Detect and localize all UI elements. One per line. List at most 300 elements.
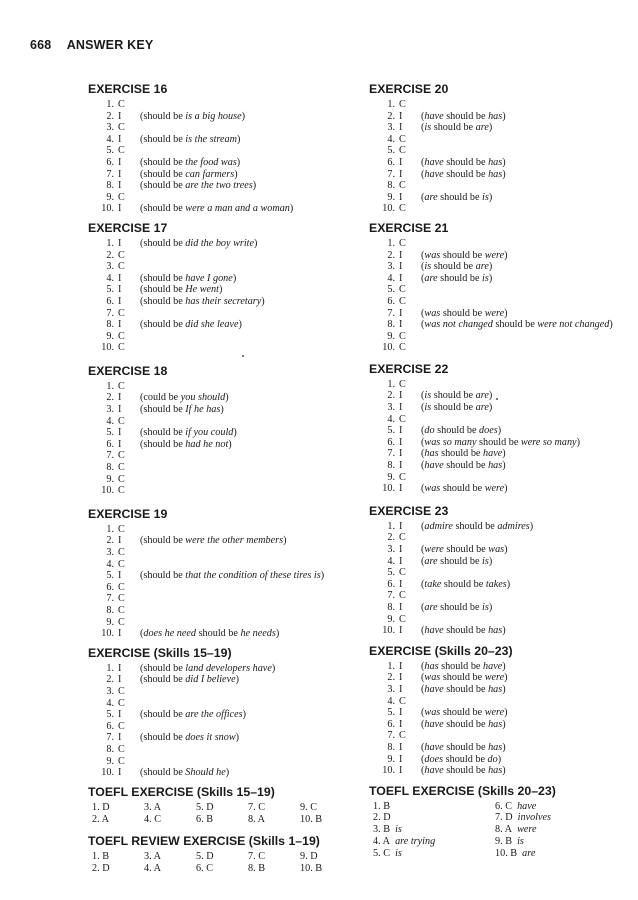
note-italic: were (484, 672, 505, 684)
item-number: 2. (387, 532, 395, 544)
answer-row (369, 742, 621, 754)
item-answer: C (399, 378, 406, 390)
item-number: 3. (106, 685, 114, 697)
note-text: ( (421, 555, 425, 567)
note-text: ( (421, 707, 425, 719)
correction-note (421, 425, 501, 437)
item-answer: C (118, 685, 125, 697)
note-text: should be (443, 683, 489, 695)
item-answer: C (118, 249, 125, 261)
correction-note (421, 111, 506, 123)
answer-row (88, 767, 350, 779)
note-italic: have (424, 718, 444, 730)
answer-cell (373, 812, 495, 824)
item-answer: C (118, 473, 125, 485)
answer-cell: 5. D (196, 801, 214, 813)
item-number: 8. (387, 460, 395, 472)
note-italic: does (424, 753, 444, 765)
correction-note (140, 111, 245, 123)
exercise-section (88, 364, 350, 497)
correction-note (421, 765, 506, 777)
item-answer: C (399, 342, 406, 354)
page-running-title: ANSWER KEY (66, 38, 154, 52)
answer-row (88, 559, 350, 571)
note-text: ) (234, 168, 238, 180)
answer-row (88, 284, 350, 296)
note-text: should be (452, 520, 498, 532)
answer-row (369, 169, 621, 181)
exercise-title: EXERCISE 22 (369, 361, 449, 376)
answer-row (88, 145, 350, 157)
exercise-title: TOEFL REVIEW EXERCISE (Skills 1–19) (88, 833, 320, 848)
item-number: 6. (387, 156, 395, 168)
item-answer: C (399, 695, 406, 707)
answer-number: 8. A (495, 824, 512, 836)
correction-note (421, 625, 506, 637)
answer-cell: 10. B (300, 813, 323, 825)
item-answer: I (399, 707, 403, 719)
item-answer: I (118, 662, 122, 674)
note-italic: are (475, 402, 489, 414)
answer-row (369, 122, 621, 134)
item-number: 2. (106, 535, 114, 547)
item-number: 4. (106, 415, 114, 427)
toefl-exercise-15-19 (88, 785, 350, 826)
scan-speck (242, 355, 244, 357)
answer-row (88, 474, 350, 486)
note-text: should be (443, 156, 489, 168)
note-italic: He went (185, 284, 219, 296)
correction-note (421, 157, 506, 169)
item-number: 2. (106, 249, 114, 261)
answer-cell (495, 812, 615, 824)
answer-cell: 3. A (144, 801, 161, 813)
item-number: 10. (382, 203, 395, 215)
item-answer: I (399, 520, 403, 532)
note-italic: was (488, 544, 505, 555)
note-text: should be (443, 718, 489, 730)
note-text: ( (421, 249, 425, 261)
answer-row (88, 732, 350, 744)
item-answer: C (118, 581, 125, 593)
note-text: ) (504, 707, 508, 719)
answer-row (88, 111, 350, 123)
item-answer: I (399, 765, 403, 777)
correction-note (140, 427, 237, 439)
note-text: ) (488, 402, 493, 414)
note-text: ) (502, 110, 506, 122)
note-text: (should be (140, 156, 186, 168)
answer-row (88, 169, 350, 181)
note-text: should be (440, 707, 485, 719)
note-text: (should be (140, 427, 186, 439)
note-text: ( (421, 660, 425, 672)
item-number: 5. (387, 707, 395, 719)
item-answer: I (118, 237, 122, 249)
item-number: 4. (387, 555, 395, 567)
item-number: 4. (387, 695, 395, 707)
note-text: should be (443, 544, 489, 555)
exercise-section (369, 221, 621, 354)
note-italic: was not changed (424, 319, 493, 331)
item-number: 9. (387, 753, 395, 765)
correction-note (140, 663, 275, 675)
answer-row (369, 414, 621, 426)
item-answer: I (118, 203, 122, 215)
item-number: 6. (106, 720, 114, 732)
answer-row (88, 331, 350, 343)
correction-note (140, 767, 229, 779)
answer-row (369, 460, 621, 472)
note-text: should be (196, 628, 241, 640)
answer-cell: 9. D (300, 850, 318, 862)
answer-row (88, 296, 350, 308)
item-answer: C (118, 450, 125, 462)
answer-cell: 8. B (248, 862, 265, 874)
item-number: 5. (106, 145, 114, 157)
item-answer: C (399, 567, 406, 579)
item-number: 7. (106, 168, 114, 180)
exercise-title: EXERCISE 21 (369, 220, 449, 235)
note-text: ( (421, 261, 425, 273)
note-text: (should be (140, 535, 186, 547)
note-text: ) (254, 237, 258, 249)
answer-word: are (522, 847, 536, 859)
item-answer: I (399, 544, 403, 555)
item-number: 6. (387, 436, 395, 448)
item-answer: C (118, 558, 125, 570)
item-answer: I (399, 261, 403, 273)
answer-row (369, 625, 621, 637)
item-answer: I (118, 272, 122, 284)
answer-number: 5. C (373, 847, 390, 859)
answer-cell: 1. D (92, 801, 110, 813)
note-italic: has (424, 660, 439, 672)
answer-cell (373, 801, 495, 813)
answer-grid (88, 802, 350, 826)
note-text: ) (504, 544, 508, 555)
item-number: 1. (387, 378, 395, 390)
item-number: 8. (106, 743, 114, 755)
answer-cell (495, 836, 615, 848)
item-answer: C (118, 720, 125, 732)
note-italic: is (424, 402, 432, 414)
exercise-title: EXERCISE (Skills 15–19) (88, 645, 232, 660)
answer-cell: 6. C (196, 862, 213, 874)
note-text: ) (261, 295, 265, 307)
note-text: should be (492, 319, 538, 331)
note-italic: has their secretary (185, 295, 262, 307)
answer-row (88, 674, 350, 686)
note-italic: was (424, 307, 441, 319)
item-answer: C (118, 342, 125, 354)
exercise-section (369, 82, 621, 215)
note-italic: was (424, 672, 441, 684)
answer-word: were (517, 824, 537, 836)
note-text: ) (220, 404, 224, 416)
note-text: ( (421, 625, 425, 637)
answer-cell: 4. C (144, 813, 161, 825)
answer-cell: 2. A (92, 813, 109, 825)
note-text: (should be (140, 110, 186, 122)
item-answer: C (399, 295, 406, 307)
correction-note (421, 319, 613, 331)
note-text: should be (443, 753, 488, 765)
answer-row (369, 284, 621, 296)
exercise-section (369, 504, 621, 637)
item-number: 2. (387, 672, 395, 684)
item-number: 7. (387, 448, 395, 460)
correction-note (421, 122, 492, 134)
item-answer: I (399, 156, 403, 168)
item-number: 5. (387, 425, 395, 437)
note-italic: are (424, 601, 438, 613)
toefl-review-exercise (88, 834, 350, 875)
note-italic: is (424, 122, 432, 134)
note-italic: have (424, 156, 444, 168)
answer-row (88, 416, 350, 428)
exercise-section (369, 644, 621, 777)
note-text: ) (497, 753, 502, 765)
note-italic: admires (497, 520, 530, 532)
item-answer: C (118, 547, 125, 558)
item-answer: C (118, 485, 125, 497)
answer-row (88, 180, 350, 192)
item-number: 9. (106, 616, 114, 628)
answer-row (369, 99, 621, 111)
item-answer: C (118, 191, 125, 203)
note-text: ( (421, 436, 425, 448)
note-italic: do (424, 425, 435, 437)
note-text: ) (225, 392, 229, 404)
note-italic: have (424, 625, 444, 637)
item-number: 3. (106, 261, 114, 273)
note-italic: were (424, 544, 444, 555)
note-italic: have (483, 448, 503, 460)
item-answer: C (118, 616, 125, 628)
note-text: ) (488, 555, 493, 567)
note-italic: were (484, 483, 505, 495)
answer-row (369, 590, 621, 602)
answer-row (369, 521, 621, 533)
answer-row (369, 544, 621, 556)
note-text: ) (502, 156, 506, 168)
note-italic: was (424, 707, 441, 719)
exercise-title: EXERCISE 16 (88, 82, 168, 96)
note-italic: Should he (185, 767, 226, 779)
item-number: 2. (387, 110, 395, 122)
item-answer: I (399, 578, 403, 590)
exercise-section (88, 82, 350, 215)
note-text: (should be (140, 319, 186, 331)
answer-row (88, 628, 350, 640)
item-answer: C (118, 380, 125, 392)
answer-cell: 9. C (300, 801, 317, 813)
item-answer: I (399, 402, 403, 414)
note-italic: has (488, 156, 503, 168)
note-italic: was (424, 249, 441, 261)
item-number: 7. (387, 730, 395, 742)
correction-note (421, 556, 492, 568)
note-text: ) (238, 319, 242, 331)
note-text: ) (289, 203, 294, 215)
note-text: ) (497, 425, 502, 437)
item-answer: I (399, 460, 403, 472)
note-text: ( (421, 544, 425, 555)
item-number: 2. (106, 110, 114, 122)
answer-row (369, 145, 621, 157)
note-text: ( (421, 122, 425, 134)
left-exercises (88, 82, 350, 779)
answer-cell: 5. D (196, 850, 214, 862)
item-number: 10. (382, 625, 395, 637)
item-number: 2. (106, 674, 114, 686)
note-text: ) (241, 110, 246, 122)
item-number: 6. (387, 578, 395, 590)
answer-word: is (517, 836, 524, 848)
correction-note (421, 661, 506, 673)
correction-note (421, 402, 492, 414)
item-number: 10. (382, 342, 395, 354)
answer-row (369, 567, 621, 579)
note-text: (should be (140, 438, 186, 450)
right-exercises (369, 82, 621, 777)
item-answer: C (118, 122, 125, 134)
answer-row (88, 261, 350, 273)
answer-row (88, 582, 350, 594)
note-text: ) (502, 718, 506, 730)
item-answer: I (399, 660, 403, 672)
correction-note (140, 535, 286, 547)
note-text: ) (271, 662, 276, 674)
item-answer: I (399, 753, 403, 765)
toefl-exercise-20-23 (369, 784, 621, 860)
note-italic: are the offices (185, 709, 243, 721)
item-answer: I (399, 425, 403, 437)
exercise-title: EXERCISE 18 (88, 363, 168, 378)
note-italic: does he need (143, 628, 197, 640)
note-text: ) (502, 660, 506, 672)
note-italic: is a big house (185, 110, 242, 122)
answer-row (88, 570, 350, 582)
note-italic: has (424, 448, 439, 460)
note-text: ( (421, 741, 425, 753)
note-text: ( (421, 683, 425, 695)
exercise-section (369, 362, 621, 495)
note-text: ) (236, 156, 241, 168)
answer-row (88, 485, 350, 497)
item-number: 1. (106, 237, 114, 249)
answer-row (88, 462, 350, 474)
answer-row (88, 698, 350, 710)
answer-row (88, 721, 350, 733)
note-text: ) (609, 319, 613, 331)
note-text: ( (421, 319, 425, 331)
answer-row (88, 134, 350, 146)
note-text: ) (502, 448, 506, 460)
note-italic: have (424, 765, 444, 777)
answer-row (369, 379, 621, 391)
note-text: ) (529, 520, 534, 532)
answer-grid (369, 801, 621, 860)
item-answer: I (118, 156, 122, 168)
note-italic: you should (180, 392, 226, 404)
note-italic: do (487, 753, 498, 765)
note-text: should be (443, 110, 489, 122)
right-column (369, 82, 621, 860)
correction-note (140, 709, 246, 721)
item-number: 3. (106, 404, 114, 416)
item-answer: I (399, 741, 403, 753)
note-text: ) (320, 570, 325, 582)
item-answer: I (399, 483, 403, 495)
item-number: 4. (387, 413, 395, 425)
item-number: 6. (106, 156, 114, 168)
item-number: 5. (387, 284, 395, 296)
answer-cell (495, 848, 615, 860)
answer-row (369, 111, 621, 123)
left-column (88, 82, 350, 875)
answer-cell: 6. B (196, 813, 213, 825)
note-text: (should be (140, 404, 186, 416)
answer-row (369, 402, 621, 414)
item-answer: I (399, 110, 403, 122)
correction-note (421, 273, 492, 285)
item-answer: I (118, 392, 122, 404)
note-text: ( (421, 483, 425, 495)
item-number: 8. (106, 319, 114, 331)
note-italic: were not changed (537, 319, 610, 331)
item-number: 5. (387, 145, 395, 157)
item-number: 4. (106, 272, 114, 284)
note-italic: is the stream (185, 133, 237, 145)
note-text: ) (235, 732, 240, 744)
item-number: 3. (106, 547, 114, 558)
note-italic: have I gone (185, 272, 233, 284)
note-italic: were (484, 307, 505, 319)
item-number: 6. (387, 295, 395, 307)
note-text: (should be (140, 180, 186, 192)
item-answer: C (118, 604, 125, 616)
page-number: 668 (30, 38, 52, 52)
item-answer: I (399, 272, 403, 284)
item-number: 5. (387, 567, 395, 579)
item-answer: C (399, 284, 406, 296)
note-text: (should be (140, 203, 186, 215)
item-answer: I (118, 427, 122, 439)
answer-row (88, 122, 350, 134)
item-answer: I (118, 570, 122, 582)
note-text: ( (421, 402, 425, 414)
item-answer: C (118, 261, 125, 273)
answer-row (369, 472, 621, 484)
note-text: (could be (140, 392, 181, 404)
note-text: ) (235, 674, 240, 686)
item-answer: C (399, 133, 406, 145)
item-number: 9. (387, 191, 395, 203)
item-answer: C (399, 730, 406, 742)
note-text: should be (440, 483, 485, 495)
answer-row (369, 273, 621, 285)
item-answer: C (399, 99, 406, 110)
exercise-title: EXERCISE 23 (369, 503, 449, 518)
note-text: should be (443, 460, 489, 472)
item-number: 8. (387, 180, 395, 192)
item-number: 5. (106, 709, 114, 721)
item-answer: I (118, 295, 122, 307)
answer-cell (373, 836, 495, 848)
note-text: ( (140, 628, 144, 640)
